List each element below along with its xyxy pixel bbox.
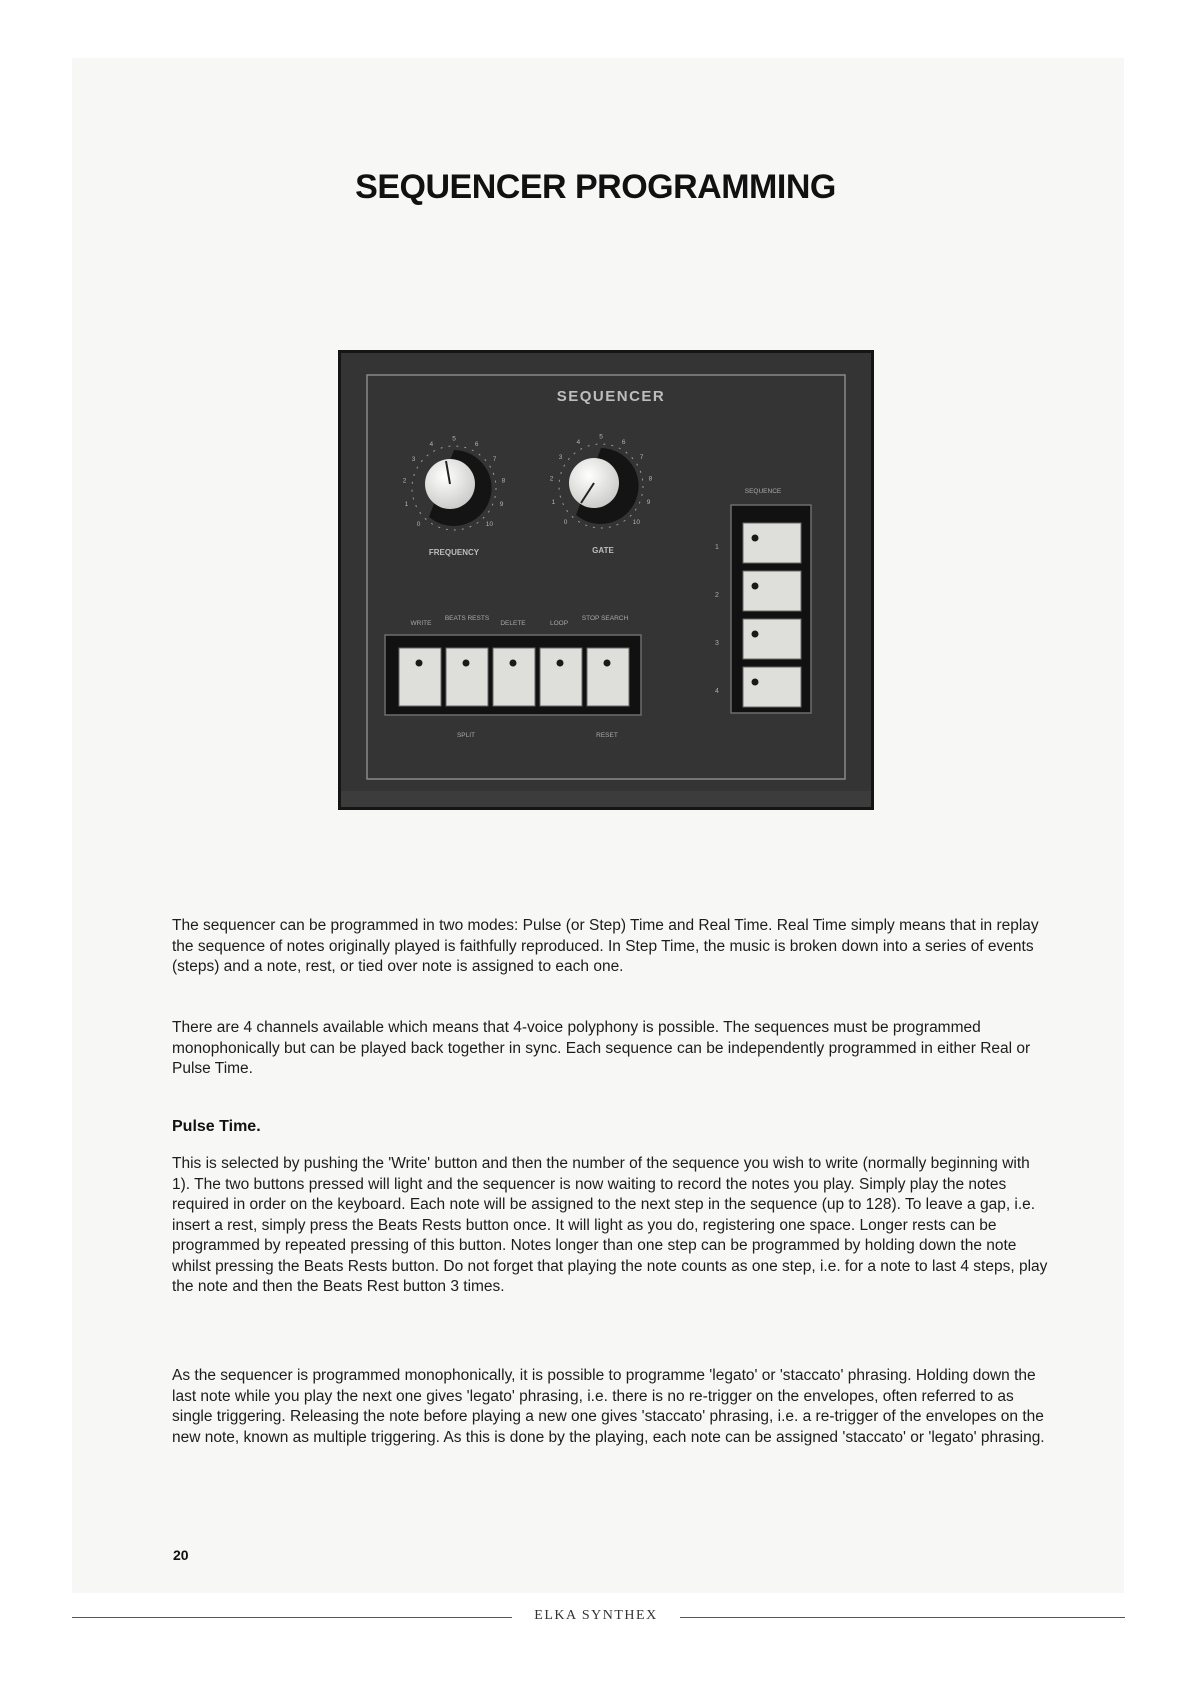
sequence-4-button[interactable] (743, 667, 801, 707)
stop-search-button-label: STOP SEARCH (581, 615, 629, 622)
sequence-3-button[interactable] (743, 619, 801, 659)
reset-label: RESET (596, 732, 618, 739)
delete-button[interactable] (493, 648, 535, 706)
write-button-label: WRITE (410, 620, 432, 627)
knob-scale-numeral: 3 (558, 454, 563, 462)
knob-scale-numeral: 1 (551, 499, 556, 506)
sequence-number-1: 1 (715, 544, 719, 551)
panel-bottom-edge (341, 791, 871, 807)
page-title: SEQUENCER PROGRAMMING (355, 168, 836, 206)
beats-rests-button[interactable] (446, 648, 488, 706)
knob-scale-numeral: 9 (646, 499, 651, 506)
panel-name: SEQUENCER (556, 388, 666, 405)
knob-scale-numeral: 10 (485, 520, 494, 528)
loop-button[interactable] (540, 648, 582, 706)
sequence-2-button[interactable] (743, 571, 801, 611)
scanned-page-background (72, 58, 1124, 1593)
sequencer-panel-photo (338, 350, 874, 810)
footer-text: ELKA SYNTHEX (534, 1608, 658, 1623)
paragraph-channels: There are 4 channels available which means that 4-voice polyphony is possible. The sequences must be programmed monophonically but can be played back together in sync. Each sequence can be independently programmed in either Real or Pulse Time. (172, 1019, 1031, 1077)
knob-scale-numeral: 2 (402, 477, 407, 485)
knob-scale-numeral: 7 (639, 454, 644, 462)
footer-rule-left (72, 1617, 512, 1618)
footer-rule-right (680, 1617, 1125, 1618)
gate-knob-label: GATE (592, 546, 614, 555)
knob-scale-numeral: 0 (563, 518, 568, 526)
knob-scale-numeral: 0 (416, 520, 421, 528)
sequence-label: SEQUENCE (744, 488, 782, 495)
paragraph-modes: The sequencer can be programmed in two modes: Pulse (or Step) Time and Real Time. Real Time simply means that in replay the sequence of notes originally played is faithfully reproduced. In Step Time, the music is broken down into a series of events (steps) and a note, rest, or tied over note is assigned to each one. (172, 917, 1039, 975)
knob-scale-numeral: 10 (632, 518, 641, 526)
sequence-1-button[interactable] (743, 523, 801, 563)
delete-button-label: DELETE (500, 620, 526, 627)
knob-scale-numeral: 8 (648, 475, 653, 483)
paragraph-phrasing: As the sequencer is programmed monophonically, it is possible to programme 'legato' or 'staccato' phrasing. Holding down the last note while you play the next one gives 'legato' phrasing, i.e. there is no re-trigger on the envelopes, often referred to as single triggering. Releasing the note before playing a new one gives 'staccato' phrasing, i.e. a re-trigger of the envelopes on the new note, known as multiple triggering. As this is done by the playing, each note can be assigned 'staccato' or 'legato' phrasing. (172, 1367, 1045, 1446)
knob-scale-numeral: 6 (474, 440, 479, 448)
knob-scale-numeral: 6 (621, 438, 626, 446)
page-footer (0, 1605, 1191, 1629)
write-button[interactable] (399, 648, 441, 706)
knob-scale-numeral: 5 (599, 433, 603, 441)
loop-button-label: LOOP (549, 620, 569, 627)
knob-scale-numeral: 8 (501, 477, 506, 485)
beats-rests-button-label: BEATS RESTS (444, 615, 490, 622)
knob-scale-numeral: 3 (411, 456, 416, 464)
knob-scale-numeral: 5 (452, 435, 456, 443)
knob-scale-numeral: 2 (549, 475, 554, 483)
knob-scale-numeral: 7 (492, 456, 497, 464)
sequence-number-4: 4 (715, 688, 719, 695)
split-label: SPLIT (456, 732, 476, 739)
knob-scale-numeral: 1 (404, 501, 409, 508)
section-heading-pulse-time: Pulse Time. (172, 1118, 261, 1135)
sequence-number-2: 2 (715, 592, 719, 599)
knob-scale-numeral: 9 (499, 501, 504, 508)
paragraph-pulse-time: This is selected by pushing the 'Write' button and then the number of the sequence you wish to write (normally beginning with 1). The two buttons pressed will light and the sequencer is now waiting to record the notes you play. Simply play the notes required in order on the keyboard. Each note will be assigned to the next step in the sequence (up to 128). To leave a gap, i.e. insert a rest, simply press the Beats Rests button once. It will light as you do, registering one space. Longer rests can be programmed by repeated pressing of this button. Notes longer than one step can be programmed by holding down the note whilst pressing the Beats Rests button. Do not forget that playing the note counts as one step, i.e. for a note to last 4 steps, play the note and then the Beats Rest button 3 times. (172, 1155, 1048, 1295)
sequence-number-3: 3 (715, 640, 719, 647)
page-number: 20 (173, 1547, 189, 1563)
knob-scale-numeral: 4 (429, 440, 434, 448)
frequency-knob-label: FREQUENCY (428, 548, 480, 557)
knob-scale-numeral: 4 (576, 438, 581, 446)
stop-search-button[interactable] (587, 648, 629, 706)
